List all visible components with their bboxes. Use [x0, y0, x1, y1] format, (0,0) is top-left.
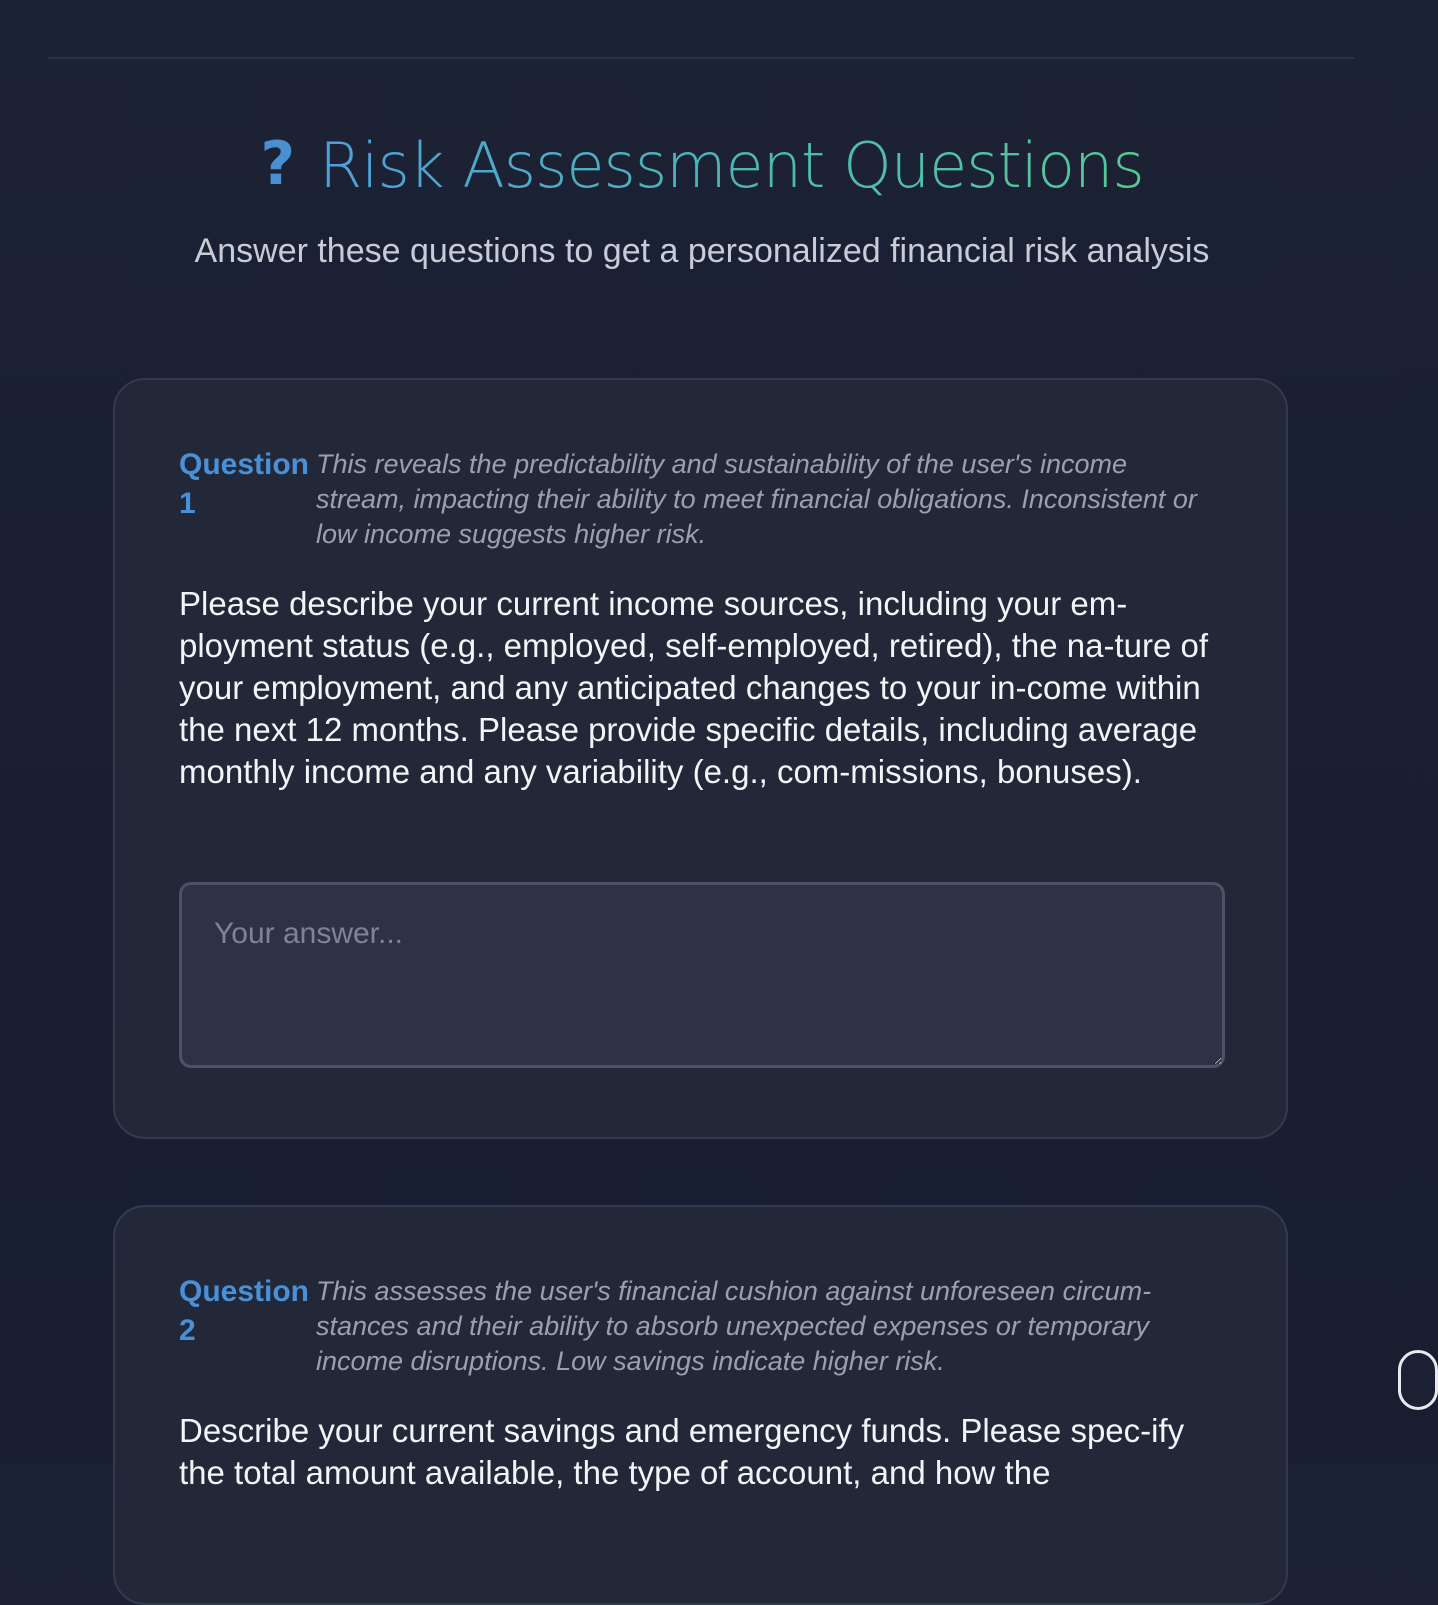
page-header — [0, 126, 1404, 271]
page-title: Risk Assessment Questions — [319, 126, 1143, 206]
floating-chat-button[interactable] — [1398, 1350, 1438, 1410]
question-header — [179, 1274, 1229, 1379]
answer-textarea[interactable] — [179, 882, 1225, 1068]
question-label: Question 1 — [179, 448, 310, 520]
question-text: Please describe your current income sources, including your em-ployment status (e.g., employed, self-employed, retired), the na-ture of your employment, and any anticipated changes to your in-come within the next 12 months. Please provide specific details, including average monthly income and any variability (e.g., com-missions, bonuses). — [179, 585, 1208, 790]
question-label: Question 2 — [179, 1275, 310, 1347]
question-mark-icon: ? — [260, 129, 296, 199]
top-divider — [48, 57, 1354, 59]
question-card-1 — [113, 378, 1288, 1139]
title-row — [260, 126, 1143, 206]
question-card-2 — [113, 1205, 1288, 1605]
question-hint: This reveals the predictability and sustainability of the user's income stream, impacting their ability to meet financial obligations. Inconsistent or low income suggests higher risk. — [316, 449, 1197, 549]
question-header — [179, 447, 1229, 552]
page-subtitle: Answer these questions to get a personalized financial risk analysis — [194, 232, 1210, 270]
question-text: Describe your current savings and emergency funds. Please spec-ify the total amount available, the type of account, and how the — [179, 1412, 1185, 1491]
question-hint: This assesses the user's financial cushion against unforeseen circum-stances and their ability to absorb unexpected expenses or temporary income disruptions. Low savings indicate higher risk. — [316, 1276, 1152, 1376]
